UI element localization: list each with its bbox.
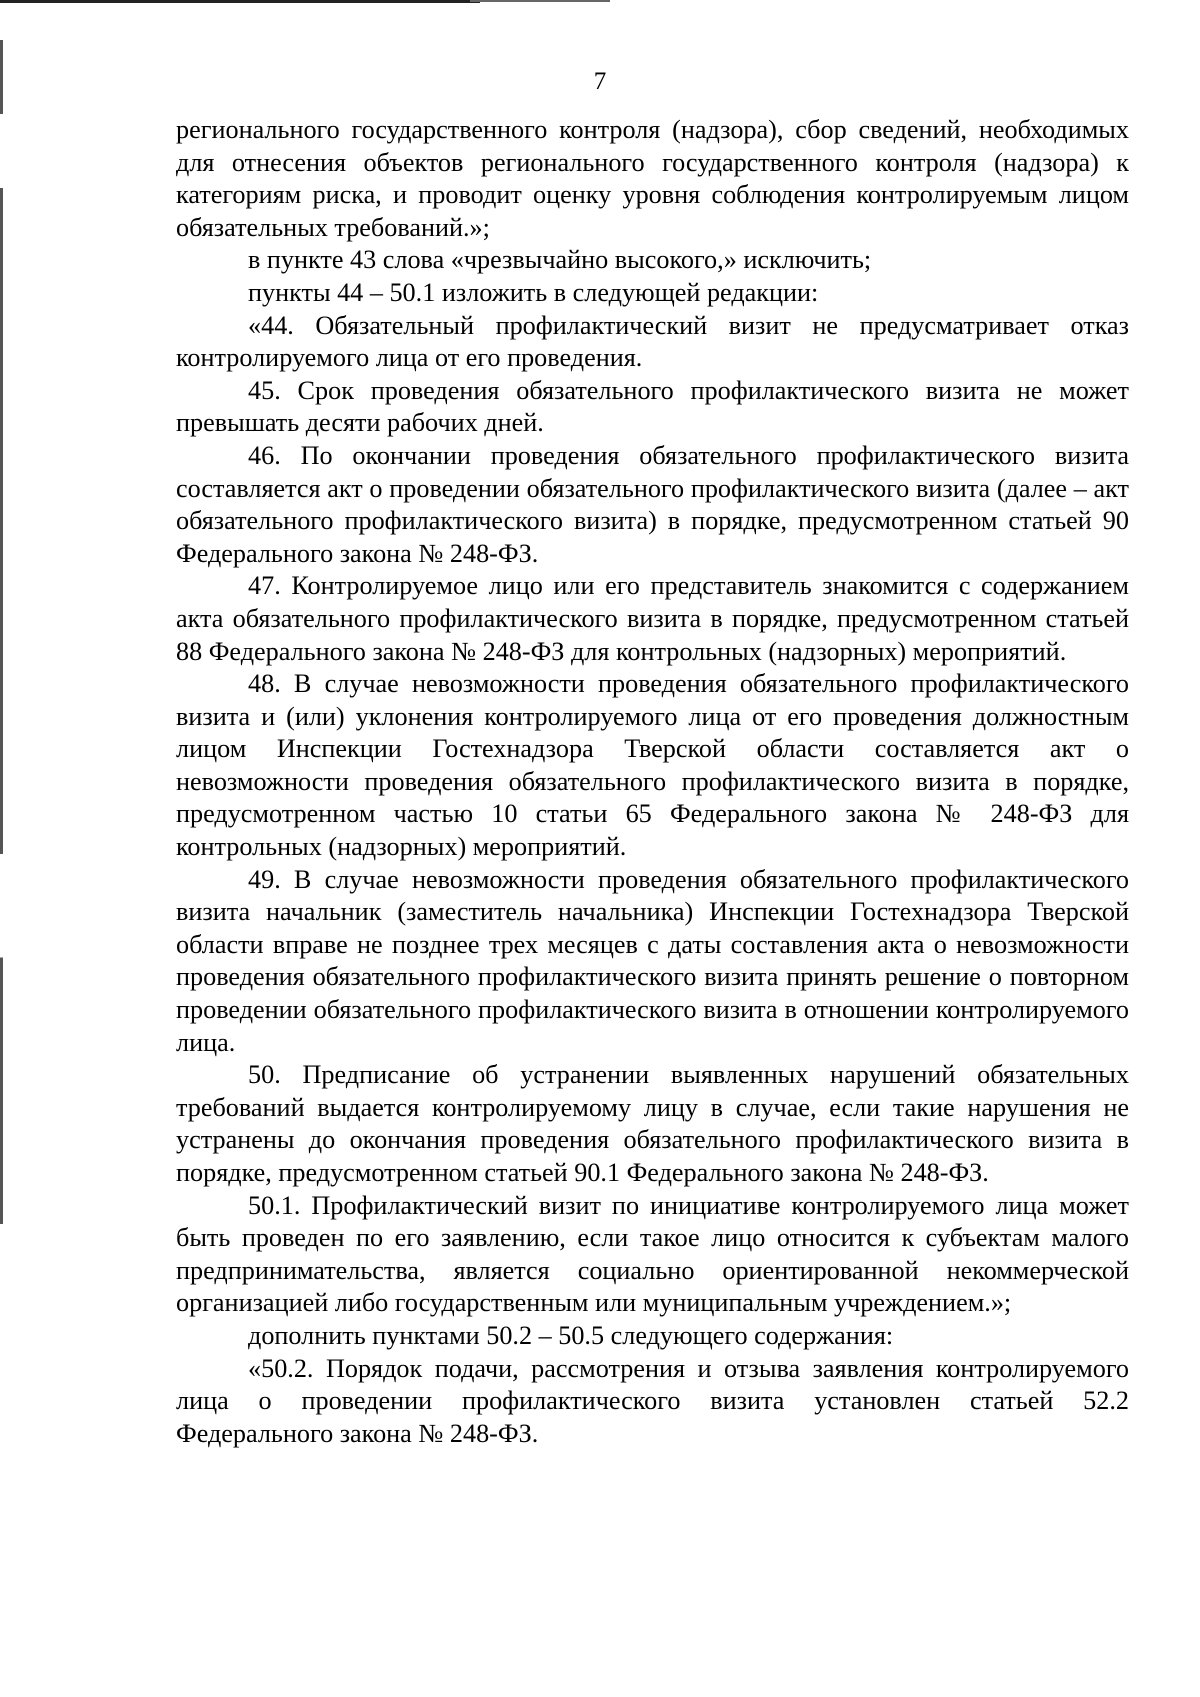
paragraph-add-items-intro: дополнить пунктами 50.2 – 50.5 следующего содержания: (248, 1320, 894, 1350)
paragraph-continuation: регионального государственного контроля (надзора), сбор сведений, необходимых для отнесения объектов регионального государственного контроля (надзора) к категориям риска, и проводит оценку уровня соблюдения контролируемым лицом обязательных требований.»; (176, 115, 1129, 242)
paragraph-item-50-2: «50.2. Порядок подачи, рассмотрения и отзыва заявления контролируемого лица о проведении профилактического визита установлен статьей 52.2 Федерального закона № 248-ФЗ. (176, 1353, 1129, 1448)
scan-artifact-top (0, 0, 480, 3)
paragraph-item-50-1: 50.1. Профилактический визит по инициативе контролируемого лица может быть проведен по его заявлению, если такое лицо относится к субъектам малого предпринимательства, является социально ориентированной некоммерческой организацией либо государственным или муниципальным учреждением.»; (176, 1190, 1129, 1318)
paragraph-item-46: 46. По окончании проведения обязательного профилактического визита составляется акт о проведении обязательного профилактического визита (далее – акт обязательного профилактического визита) в порядке, предусмотренном статьей 90 Федерального закона № 248-ФЗ. (176, 440, 1129, 568)
paragraph-clauses-44-50-1-intro: пункты 44 – 50.1 изложить в следующей редакции: (248, 277, 819, 307)
paragraph-item-48: 48. В случае невозможности проведения обязательного профилактического визита и (или) уклонения контролируемого лица от его проведения должностным лицом Инспекции Гостехнадзора Тверской области составляется акт о невозможности проведения обязательного профилактического визита в порядке, предусмотренном частью 10 статьи 65 Федерального закона № 248-ФЗ для контрольных (надзорных) мероприятий. (176, 669, 1129, 862)
paragraph-clause-43: в пункте 43 слова «чрезвычайно высокого,» исключить; (248, 245, 872, 275)
paragraph-item-49: 49. В случае невозможности проведения обязательного профилактического визита начальник (заместитель начальника) Инспекции Гостехнадзора Тверской области вправе не позднее трех месяцев с даты составления акта о невозможности проведения обязательного профилактического визита принять решение о повторном проведении обязательного профилактического визита в отношении контролируемого лица. (176, 864, 1129, 1057)
scan-artifact-left-edge (0, 40, 3, 1520)
page-number: 7 (593, 68, 607, 95)
paragraph-item-47: 47. Контролируемое лицо или его представитель знакомится с содержанием акта обязательного профилактического визита в порядке, предусмотренном статьей 88 Федерального закона № 248-ФЗ для контрольных (надзорных) мероприятий. (176, 571, 1129, 666)
document-body (176, 114, 1129, 1450)
scan-artifact-top-secondary (470, 0, 610, 2)
paragraph-item-45: 45. Срок проведения обязательного профилактического визита не может превышать десяти рабочих дней. (176, 375, 1129, 438)
paragraph-item-44: «44. Обязательный профилактический визит не предусматривает отказ контролируемого лица от его проведения. (176, 310, 1129, 373)
paragraph-item-50: 50. Предписание об устранении выявленных нарушений обязательных требований выдается контролируемому лицу в случае, если такие нарушения не устранены до окончания проведения обязательного профилактического визита в порядке, предусмотренном статьей 90.1 Федерального закона № 248-ФЗ. (176, 1060, 1129, 1187)
